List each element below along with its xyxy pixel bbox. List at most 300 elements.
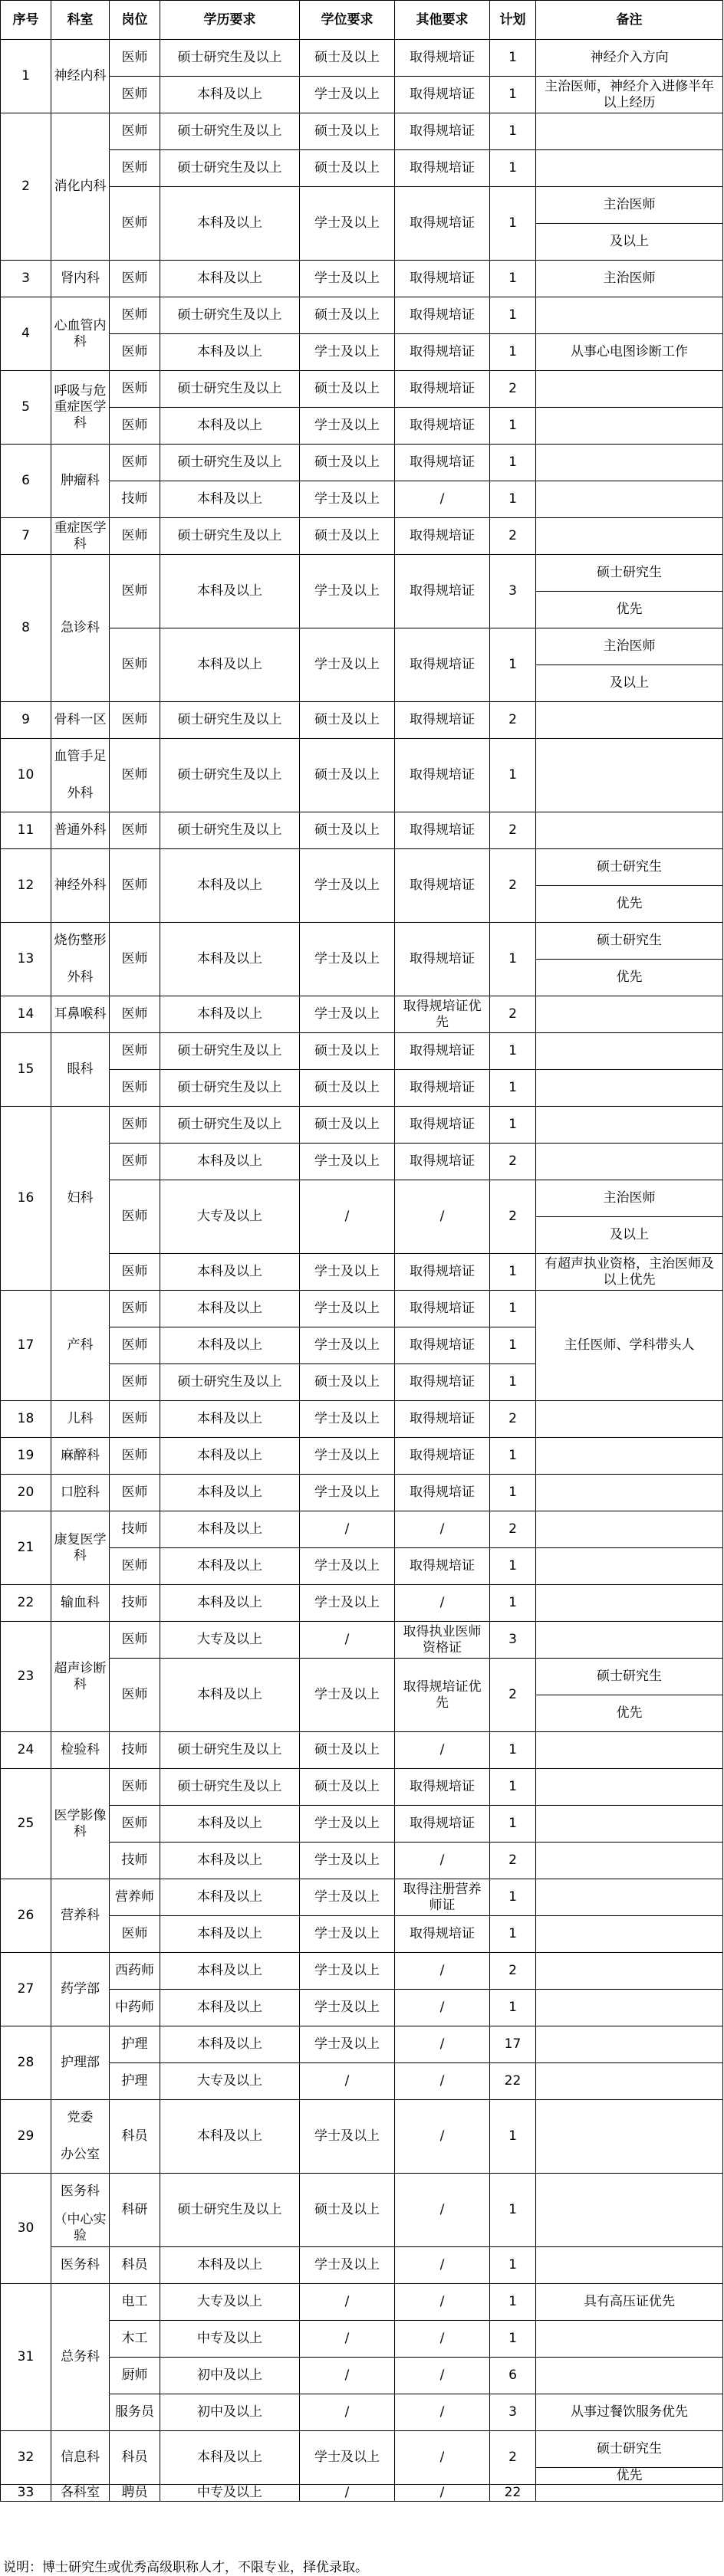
- table-cell: 1: [490, 445, 536, 481]
- table-cell: 20: [1, 1475, 51, 1511]
- table-cell: 取得规培证: [395, 1033, 490, 1070]
- table-cell: 16: [1, 1107, 51, 1291]
- table-row: [1, 2026, 723, 2063]
- table-cell: 初中及以上: [160, 2394, 300, 2431]
- table-cell: 24: [1, 1732, 51, 1769]
- table-cell: 本科及以上: [160, 1144, 300, 1180]
- table-cell: [536, 1953, 723, 1990]
- table-cell: 技师: [110, 1511, 160, 1548]
- table-cell: [536, 1107, 723, 1144]
- table-cell: 硕士研究生及以上: [160, 1769, 300, 1806]
- col-header-plan: 计划: [490, 1, 536, 40]
- table-cell: 1: [490, 1070, 536, 1107]
- table-cell: 本科及以上: [160, 408, 300, 445]
- table-cell: 医师: [110, 1254, 160, 1291]
- table-cell: 血管手足: [51, 739, 110, 776]
- table-cell: 3: [1, 261, 51, 297]
- table-cell: [536, 2358, 723, 2394]
- table-row: [1, 923, 723, 960]
- table-cell: 2: [490, 702, 536, 739]
- table-cell: 西药师: [110, 1953, 160, 1990]
- table-cell: 硕士研究生及以上: [160, 1033, 300, 1070]
- table-cell: 取得注册营养师证: [395, 1879, 490, 1916]
- table-body: [1, 40, 723, 2502]
- table-cell: [536, 812, 723, 849]
- table-cell: [536, 2321, 723, 2358]
- table-cell: [536, 371, 723, 408]
- table-cell: 技师: [110, 481, 160, 518]
- table-cell: 学士及以上: [300, 1327, 395, 1364]
- table-row: [1, 1511, 723, 1548]
- table-row: [1, 40, 723, 77]
- table-cell: 取得规培证: [395, 150, 490, 187]
- table-cell: 儿科: [51, 1401, 110, 1438]
- table-cell: 医师: [110, 40, 160, 77]
- table-cell: 1: [490, 1990, 536, 2026]
- table-cell: 25: [1, 1769, 51, 1879]
- remarks-cell-merged: [536, 1291, 723, 1401]
- table-cell: 输血科: [51, 1585, 110, 1622]
- table-cell: 外科: [51, 776, 110, 812]
- table-cell: 1: [490, 1916, 536, 1953]
- col-header-other-requirements: 其他要求: [395, 1, 490, 40]
- table-cell: 3: [490, 1622, 536, 1659]
- table-cell: 取得规培证: [395, 702, 490, 739]
- table-cell: 1: [490, 1769, 536, 1806]
- table-cell: 1: [490, 1879, 536, 1916]
- table-cell: 具有高压证优先: [536, 2284, 723, 2321]
- table-cell: 取得规培证: [395, 518, 490, 555]
- table-cell: 营养科: [51, 1879, 110, 1953]
- remark-note: 主任医师、学科带头人: [564, 1337, 695, 1353]
- table-cell: [536, 1879, 723, 1916]
- table-cell: 1: [490, 1585, 536, 1622]
- table-cell: 学士及以上: [300, 77, 395, 113]
- table-cell: 及以上: [536, 224, 723, 261]
- table-row: [1, 1659, 723, 1695]
- table-cell: [536, 702, 723, 739]
- table-cell: 医务科: [51, 2174, 110, 2210]
- table-cell: 硕士及以上: [300, 1732, 395, 1769]
- table-cell: 硕士研究生及以上: [160, 113, 300, 150]
- table-cell: 1: [490, 2284, 536, 2321]
- table-row: [1, 150, 723, 187]
- table-cell: 1: [490, 1033, 536, 1070]
- table-cell: 科研: [110, 2174, 160, 2247]
- table-cell: 硕士研究生及以上: [160, 812, 300, 849]
- table-cell: 1: [490, 1291, 536, 1327]
- table-cell: /: [300, 1180, 395, 1254]
- table-cell: [536, 1144, 723, 1180]
- table-cell: 27: [1, 1953, 51, 2026]
- table-cell: 本科及以上: [160, 1254, 300, 1291]
- table-row: [1, 2431, 723, 2468]
- table-cell: 28: [1, 2026, 51, 2100]
- table-cell: 医师: [110, 1070, 160, 1107]
- table-cell: 科员: [110, 2431, 160, 2485]
- table-row: [1, 1732, 723, 1769]
- table-row: [1, 334, 723, 371]
- table-cell: /: [300, 1622, 395, 1659]
- table-cell: 骨科一区: [51, 702, 110, 739]
- table-cell: 医师: [110, 297, 160, 334]
- table-cell: 取得规培证: [395, 1806, 490, 1843]
- table-cell: 11: [1, 812, 51, 849]
- table-cell: 医师: [110, 371, 160, 408]
- table-cell: 1: [490, 1438, 536, 1475]
- table-cell: 木工: [110, 2321, 160, 2358]
- table-cell: 1: [490, 150, 536, 187]
- table-row: [1, 518, 723, 555]
- table-cell: 麻醉科: [51, 1438, 110, 1475]
- col-header-degree: 学位要求: [300, 1, 395, 40]
- table-cell: 本科及以上: [160, 996, 300, 1033]
- table-cell: 大专及以上: [160, 2284, 300, 2321]
- table-cell: 取得规培证: [395, 849, 490, 923]
- table-cell: 1: [490, 1475, 536, 1511]
- table-cell: 妇科: [51, 1107, 110, 1291]
- table-cell: 硕士研究生: [536, 2431, 723, 2468]
- table-row: [1, 1585, 723, 1622]
- table-row: [1, 113, 723, 150]
- table-cell: 取得规培证: [395, 334, 490, 371]
- table-cell: 本科及以上: [160, 1953, 300, 1990]
- table-cell: 总务科: [51, 2284, 110, 2431]
- table-cell: 18: [1, 1401, 51, 1438]
- table-cell: 学士及以上: [300, 2026, 395, 2063]
- table-cell: 2: [490, 812, 536, 849]
- table-cell: 本科及以上: [160, 2247, 300, 2284]
- table-row: [1, 739, 723, 776]
- table-row: [1, 2100, 723, 2137]
- table-cell: 硕士研究生: [536, 923, 723, 960]
- table-cell: 硕士研究生及以上: [160, 1070, 300, 1107]
- table-cell: 32: [1, 2431, 51, 2485]
- table-cell: 2: [490, 849, 536, 923]
- table-row: [1, 408, 723, 445]
- table-cell: 1: [490, 77, 536, 113]
- table-cell: 取得规培证优先: [395, 1659, 490, 1732]
- table-cell: 本科及以上: [160, 334, 300, 371]
- table-row: [1, 1033, 723, 1070]
- table-cell: 3: [490, 2394, 536, 2431]
- table-cell: [536, 1033, 723, 1070]
- table-cell: 取得规培证: [395, 1070, 490, 1107]
- table-cell: 硕士及以上: [300, 1769, 395, 1806]
- table-cell: 学士及以上: [300, 1879, 395, 1916]
- table-cell: 1: [490, 2174, 536, 2247]
- table-cell: 医师: [110, 923, 160, 996]
- table-cell: 医师: [110, 77, 160, 113]
- table-cell: 23: [1, 1622, 51, 1732]
- table-cell: 口腔科: [51, 1475, 110, 1511]
- table-cell: 硕士研究生: [536, 555, 723, 592]
- table-cell: 本科及以上: [160, 1401, 300, 1438]
- table-row: [1, 1438, 723, 1475]
- table-cell: 2: [490, 1843, 536, 1879]
- table-cell: 医师: [110, 555, 160, 628]
- table-cell: 硕士及以上: [300, 2174, 395, 2247]
- table-cell: [536, 1732, 723, 1769]
- table-cell: 取得规培证: [395, 445, 490, 481]
- table-cell: 学士及以上: [300, 628, 395, 702]
- table-cell: 肾内科: [51, 261, 110, 297]
- table-cell: /: [395, 2100, 490, 2174]
- table-cell: 取得规培证: [395, 1327, 490, 1364]
- table-cell: 取得规培证: [395, 1364, 490, 1401]
- table-cell: /: [395, 2026, 490, 2063]
- table-cell: /: [300, 2394, 395, 2431]
- table-row: [1, 2063, 723, 2100]
- table-cell: 1: [490, 113, 536, 150]
- table-cell: 医师: [110, 1475, 160, 1511]
- table-cell: 中药师: [110, 1990, 160, 2026]
- table-row: [1, 187, 723, 224]
- table-cell: 取得规培证: [395, 187, 490, 261]
- table-cell: /: [395, 2358, 490, 2394]
- table-cell: 1: [490, 628, 536, 702]
- table-cell: 从事心电图诊断工作: [536, 334, 723, 371]
- table-cell: 硕士及以上: [300, 1364, 395, 1401]
- table-cell: 护理: [110, 2026, 160, 2063]
- table-cell: 本科及以上: [160, 261, 300, 297]
- table-row: [1, 812, 723, 849]
- table-cell: 学士及以上: [300, 187, 395, 261]
- table-cell: 取得规培证: [395, 1107, 490, 1144]
- table-cell: 硕士研究生及以上: [160, 1107, 300, 1144]
- table-cell: 神经介入方向: [536, 40, 723, 77]
- table-cell: 取得规培证: [395, 1401, 490, 1438]
- table-cell: 22: [1, 1585, 51, 1622]
- table-row: [1, 1475, 723, 1511]
- table-cell: /: [300, 1511, 395, 1548]
- table-row: [1, 1254, 723, 1291]
- table-cell: 学士及以上: [300, 261, 395, 297]
- table-cell: 医师: [110, 812, 160, 849]
- table-cell: [536, 1438, 723, 1475]
- table-cell: 医师: [110, 628, 160, 702]
- table-cell: 取得规培证: [395, 628, 490, 702]
- table-cell: 主治医师: [536, 628, 723, 665]
- table-cell: 22: [490, 2063, 536, 2100]
- table-cell: 1: [490, 2321, 536, 2358]
- table-cell: /: [395, 1843, 490, 1879]
- header-row: [1, 1, 723, 40]
- table-cell: 硕士及以上: [300, 297, 395, 334]
- table-cell: 学士及以上: [300, 481, 395, 518]
- table-cell: [536, 445, 723, 481]
- table-row: [1, 628, 723, 665]
- table-cell: 本科及以上: [160, 923, 300, 996]
- table-cell: 本科及以上: [160, 77, 300, 113]
- table-cell: 学士及以上: [300, 1585, 395, 1622]
- table-cell: 1: [490, 481, 536, 518]
- table-cell: 26: [1, 1879, 51, 1953]
- table-row: [1, 1401, 723, 1438]
- table-cell: 主治医师: [536, 261, 723, 297]
- table-cell: 医师: [110, 739, 160, 812]
- table-cell: 肿瘤科: [51, 445, 110, 518]
- table-cell: 1: [490, 261, 536, 297]
- table-cell: /: [395, 1732, 490, 1769]
- table-cell: 硕士研究生: [536, 849, 723, 886]
- table-cell: 医师: [110, 1364, 160, 1401]
- table-cell: 取得规培证: [395, 261, 490, 297]
- table-cell: [536, 150, 723, 187]
- table-cell: 本科及以上: [160, 1585, 300, 1622]
- table-cell: /: [395, 2394, 490, 2431]
- table-cell: 2: [490, 1953, 536, 1990]
- table-cell: 硕士研究生及以上: [160, 1364, 300, 1401]
- table-cell: 取得规培证: [395, 408, 490, 445]
- table-cell: [536, 113, 723, 150]
- table-cell: 主治医师: [536, 187, 723, 224]
- table-cell: 党委: [51, 2100, 110, 2137]
- table-cell: 聘员: [110, 2485, 160, 2502]
- table-cell: 取得规培证: [395, 1438, 490, 1475]
- table-cell: 医师: [110, 1033, 160, 1070]
- table-cell: 8: [1, 555, 51, 702]
- table-cell: 本科及以上: [160, 2026, 300, 2063]
- table-cell: 从事过餐饮服务优先: [536, 2394, 723, 2431]
- table-cell: 普通外科: [51, 812, 110, 849]
- table-row: [1, 996, 723, 1033]
- table-cell: 医师: [110, 1916, 160, 1953]
- table-cell: 学士及以上: [300, 1291, 395, 1327]
- table-cell: /: [395, 1585, 490, 1622]
- table-cell: 9: [1, 702, 51, 739]
- table-row: [1, 1291, 723, 1327]
- table-cell: /: [395, 2431, 490, 2485]
- table-cell: 药学部: [51, 1953, 110, 2026]
- table-cell: 本科及以上: [160, 1548, 300, 1585]
- table-cell: 19: [1, 1438, 51, 1475]
- table-row: [1, 261, 723, 297]
- table-row: [1, 2358, 723, 2394]
- table-cell: [536, 1843, 723, 1879]
- table-cell: 消化内科: [51, 113, 110, 261]
- table-cell: /: [300, 2284, 395, 2321]
- table-row: [1, 555, 723, 592]
- table-cell: 1: [490, 334, 536, 371]
- table-cell: 硕士及以上: [300, 1033, 395, 1070]
- col-header-department: 科室: [51, 1, 110, 40]
- table-cell: /: [395, 1180, 490, 1254]
- table-cell: 1: [490, 1364, 536, 1401]
- table-cell: [536, 1769, 723, 1806]
- table-cell: 优先: [536, 2468, 723, 2485]
- table-row: [1, 481, 723, 518]
- table-cell: 取得规培证: [395, 739, 490, 812]
- table-cell: 及以上: [536, 1217, 723, 1254]
- table-cell: 本科及以上: [160, 1659, 300, 1732]
- col-header-position: 岗位: [110, 1, 160, 40]
- table-cell: 1: [490, 408, 536, 445]
- table-cell: 硕士及以上: [300, 40, 395, 77]
- table-cell: 检验科: [51, 1732, 110, 1769]
- table-cell: 6: [490, 2358, 536, 2394]
- table-cell: 科员: [110, 2247, 160, 2284]
- table-cell: 外科: [51, 960, 110, 996]
- table-cell: 学士及以上: [300, 2247, 395, 2284]
- table-cell: 学士及以上: [300, 996, 395, 1033]
- table-row: [1, 1548, 723, 1585]
- table-cell: 取得规培证: [395, 555, 490, 628]
- table-cell: 硕士研究生及以上: [160, 2174, 300, 2247]
- table-cell: /: [395, 2063, 490, 2100]
- table-cell: 护理部: [51, 2026, 110, 2100]
- table-cell: 学士及以上: [300, 2431, 395, 2485]
- table-cell: 取得规培证: [395, 1548, 490, 1585]
- table-cell: [536, 1990, 723, 2026]
- table-cell: 硕士研究生及以上: [160, 371, 300, 408]
- table-cell: 取得规培证: [395, 1475, 490, 1511]
- table-cell: 优先: [536, 1695, 723, 1732]
- table-cell: 取得规培证: [395, 297, 490, 334]
- table-cell: 学士及以上: [300, 1475, 395, 1511]
- table-row: [1, 1806, 723, 1843]
- table-cell: 15: [1, 1033, 51, 1107]
- table-cell: [536, 1475, 723, 1511]
- table-cell: 各科室: [51, 2485, 110, 2502]
- table-cell: 学士及以上: [300, 849, 395, 923]
- table-cell: 医师: [110, 1401, 160, 1438]
- table-cell: 产科: [51, 1291, 110, 1401]
- table-cell: 14: [1, 996, 51, 1033]
- table-cell: 医师: [110, 1291, 160, 1327]
- table-cell: /: [395, 2321, 490, 2358]
- table-cell: 10: [1, 739, 51, 812]
- table-cell: 医师: [110, 261, 160, 297]
- table-cell: 医师: [110, 445, 160, 481]
- table-cell: 本科及以上: [160, 2431, 300, 2485]
- table-cell: 1: [490, 1732, 536, 1769]
- table-cell: 5: [1, 371, 51, 445]
- table-cell: 取得执业医师资格证: [395, 1622, 490, 1659]
- table-cell: [536, 1548, 723, 1585]
- table-cell: 取得规培证: [395, 77, 490, 113]
- table-cell: 大专及以上: [160, 1622, 300, 1659]
- table-cell: 康复医学科: [51, 1511, 110, 1585]
- table-cell: 硕士及以上: [300, 518, 395, 555]
- table-row: [1, 2284, 723, 2321]
- table-cell: [536, 1806, 723, 1843]
- table-row: [1, 77, 723, 113]
- table-cell: 29: [1, 2100, 51, 2174]
- table-cell: 本科及以上: [160, 2100, 300, 2174]
- table-cell: 电工: [110, 2284, 160, 2321]
- col-header-education: 学历要求: [160, 1, 300, 40]
- table-cell: 医师: [110, 1548, 160, 1585]
- table-cell: 取得规培证: [395, 371, 490, 408]
- table-row: [1, 1879, 723, 1916]
- table-cell: 1: [490, 2100, 536, 2174]
- table-cell: 医务科: [51, 2247, 110, 2284]
- table-cell: 硕士研究生及以上: [160, 518, 300, 555]
- table-cell: 学士及以上: [300, 1659, 395, 1732]
- table-cell: [536, 1916, 723, 1953]
- table-cell: /: [395, 1511, 490, 1548]
- table-cell: /: [395, 1990, 490, 2026]
- table-cell: 取得规培证: [395, 40, 490, 77]
- table-row: [1, 1144, 723, 1180]
- table-cell: 医师: [110, 996, 160, 1033]
- table-cell: 本科及以上: [160, 1806, 300, 1843]
- table-cell: /: [395, 2485, 490, 2502]
- table-cell: 硕士及以上: [300, 702, 395, 739]
- table-cell: 本科及以上: [160, 481, 300, 518]
- table-cell: 1: [490, 40, 536, 77]
